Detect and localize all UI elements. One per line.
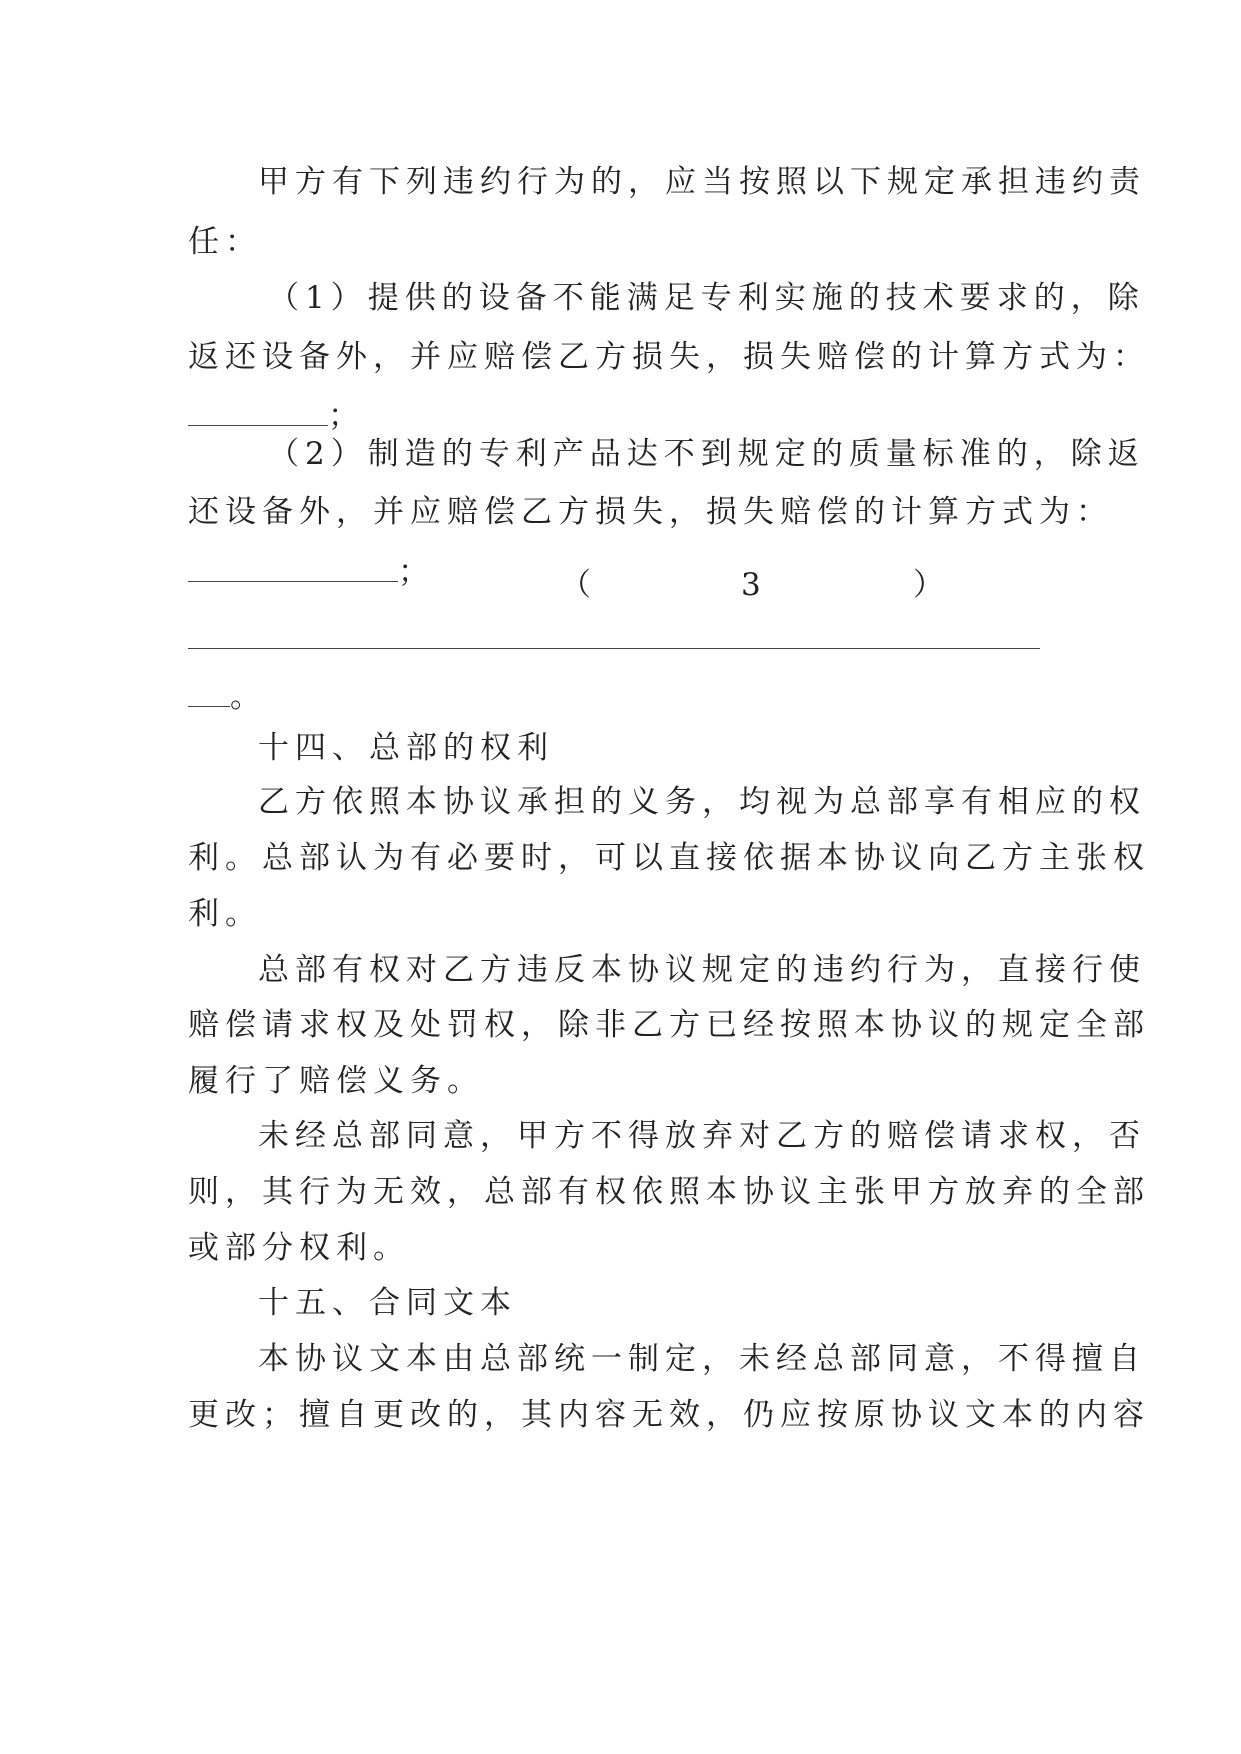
- paragraph-line: 更改；擅自更改的，其内容无效，仍应按原协议文本的内容: [188, 1397, 1150, 1433]
- section-heading-15: 十五、合同文本: [258, 1285, 517, 1321]
- paragraph-line: 总部有权对乙方违反本协议规定的违约行为，直接行使: [258, 952, 1146, 988]
- list-item-line: 返还设备外，并应赔偿乙方损失，损失赔偿的计算方式为：: [188, 339, 1150, 375]
- paragraph-line: 乙方依照本协议承担的义务，均视为总部享有相应的权: [258, 784, 1146, 820]
- paragraph-line: 任：: [188, 224, 262, 260]
- paragraph-line: 利。: [188, 896, 262, 932]
- semicolon: ；: [398, 554, 435, 590]
- fill-in-blank: [188, 666, 230, 707]
- semicolon: ；: [328, 398, 365, 434]
- list-item-line: （2）制造的专利产品达不到规定的质量标准的，除返: [268, 436, 1145, 472]
- blank-line: [188, 666, 1053, 726]
- paragraph-line: 利。总部认为有必要时，可以直接依据本协议向乙方主张权: [188, 840, 1150, 876]
- item-number: 3: [741, 567, 767, 603]
- fill-in-blank-long: [188, 648, 1040, 649]
- paragraph-line: 本协议文本由总部统一制定，未经总部同意，不得擅自: [258, 1341, 1146, 1377]
- section-heading-14: 十四、总部的权利: [258, 730, 554, 766]
- open-paren: （: [560, 567, 597, 603]
- list-item-line: 还设备外，并应赔偿乙方损失，损失赔偿的计算方式为：: [188, 494, 1113, 530]
- paragraph-line: 或部分权利。: [188, 1230, 410, 1266]
- paragraph-line: 履行了赔偿义务。: [188, 1063, 484, 1099]
- paragraph-line: 未经总部同意，甲方不得放弃对乙方的赔偿请求权，否: [258, 1118, 1146, 1154]
- close-paren: ）: [913, 567, 950, 603]
- paragraph-line: 则，其行为无效，总部有权依照本协议主张甲方放弃的全部: [188, 1174, 1150, 1210]
- list-item-line: （1）提供的设备不能满足专利实施的技术要求的，除: [268, 280, 1145, 316]
- list-item-3-header: [188, 555, 1053, 615]
- fill-in-blank: [188, 385, 328, 426]
- period: 。: [230, 679, 267, 715]
- paragraph-line: 赔偿请求权及处罚权，除非乙方已经按照本协议的规定全部: [188, 1007, 1150, 1043]
- paragraph-line: 甲方有下列违约行为的，应当按照以下规定承担违约责: [258, 164, 1146, 200]
